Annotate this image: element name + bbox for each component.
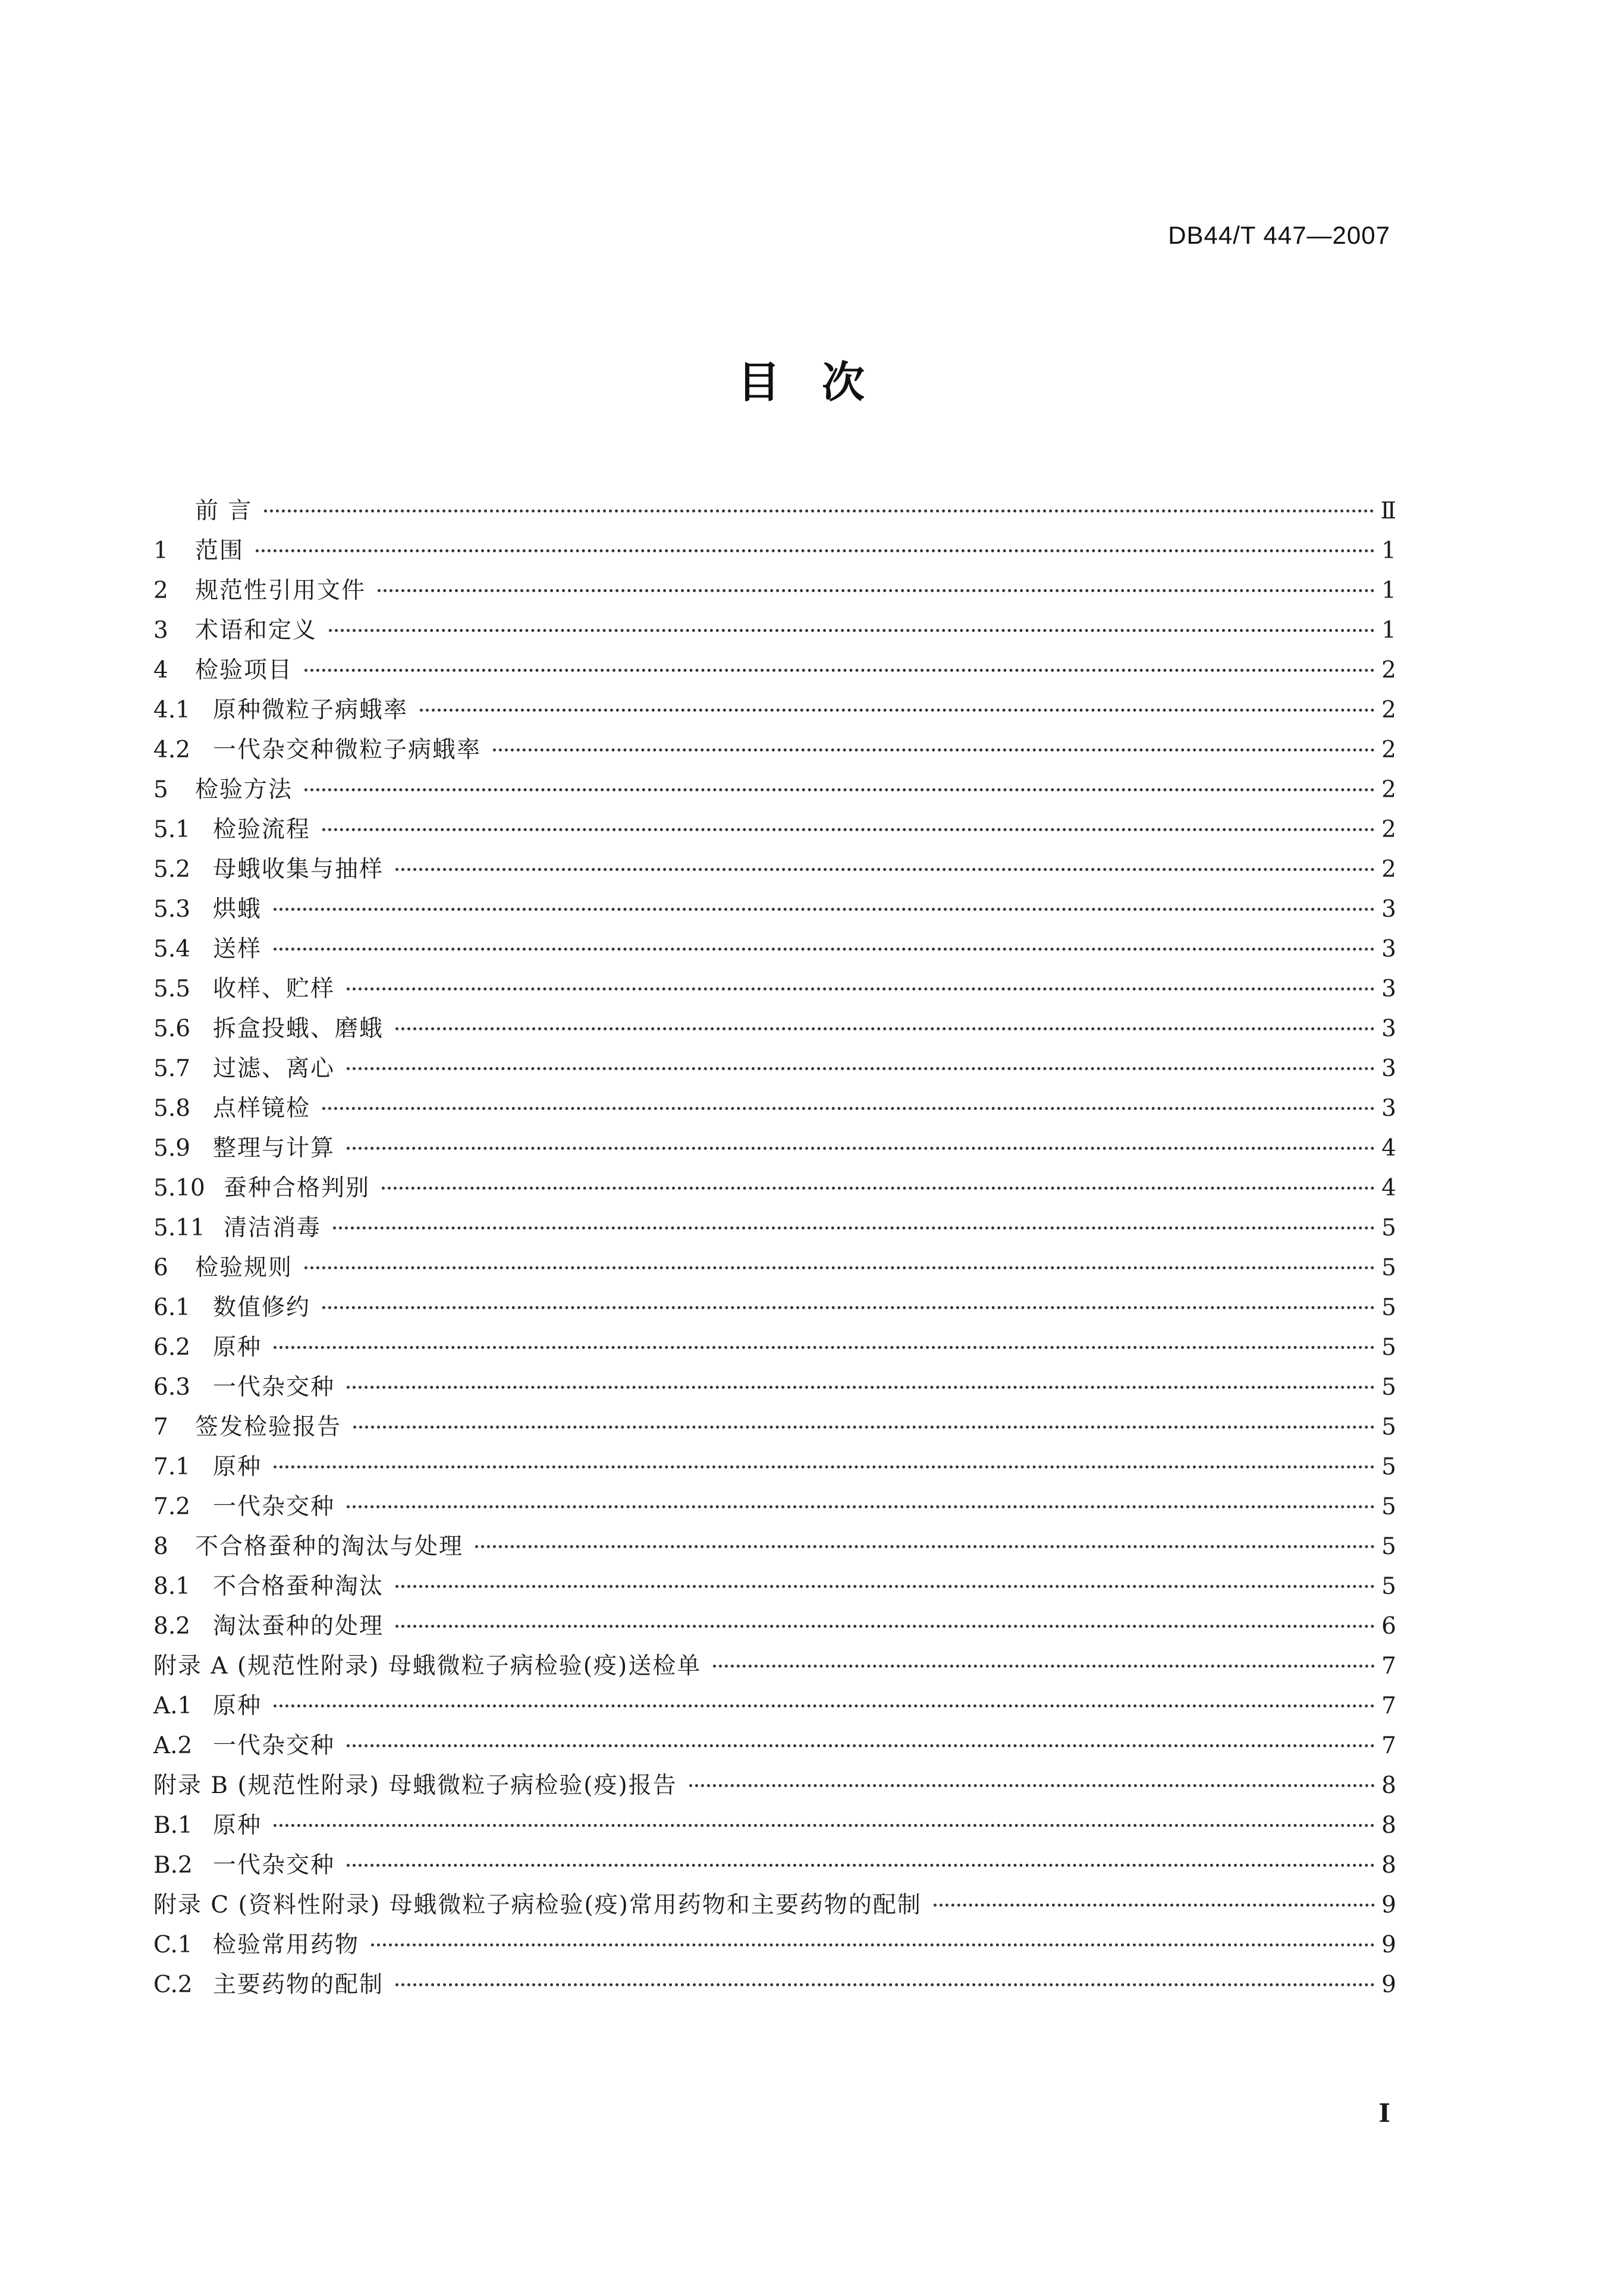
toc-entry-page: 8 [1381, 1812, 1396, 1839]
toc-entry[interactable] [153, 1407, 1396, 1447]
toc-entry[interactable] [153, 1089, 1396, 1128]
toc-entry-page: 8 [1381, 1852, 1396, 1879]
toc-dot-leader [274, 1704, 1375, 1707]
toc-entry-title: 附录 B (规范性附录) 母蛾微粒子病检验(疫)报告 [153, 1772, 677, 1799]
toc-entry-page: 4 [1381, 1135, 1396, 1162]
toc-dot-leader [378, 589, 1375, 592]
toc-entry-title: 检验项目 [195, 657, 293, 684]
toc-entry-title: 原种 [213, 1812, 262, 1839]
toc-entry-page: 9 [1381, 1932, 1396, 1958]
toc-entry-number: 6.3 [153, 1374, 191, 1401]
toc-entry-title: 附录 C (资料性附录) 母蛾微粒子病检验(疫)常用药物和主要药物的配制 [153, 1892, 922, 1918]
toc-entry[interactable] [153, 1168, 1396, 1208]
toc-entry-number: 4 [153, 657, 168, 684]
toc-entry-page: 2 [1381, 737, 1396, 763]
toc-entry-title: 数值修约 [213, 1294, 311, 1321]
toc-entry[interactable] [153, 1208, 1396, 1248]
toc-entry-number: 5.5 [153, 976, 191, 1002]
toc-entry-title: 收样、贮样 [213, 976, 335, 1002]
toc-dot-leader [689, 1784, 1375, 1787]
toc-entry-title: 附录 A (规范性附录) 母蛾微粒子病检验(疫)送检单 [153, 1653, 702, 1679]
toc-entry-page: 2 [1381, 657, 1396, 684]
toc-entry-number: 7.1 [153, 1454, 191, 1480]
toc-dot-leader [274, 948, 1375, 951]
toc-entry-number: B.1 [153, 1812, 193, 1839]
toc-entry-page: 4 [1381, 1175, 1396, 1202]
toc-entry[interactable] [153, 1925, 1396, 1965]
toc-dot-leader [493, 748, 1375, 751]
toc-entry-page: 7 [1381, 1732, 1396, 1759]
toc-dot-leader [304, 669, 1375, 672]
toc-entry-title: 一代杂交种 [213, 1374, 335, 1401]
toc-entry[interactable] [153, 889, 1396, 929]
toc-entry[interactable] [153, 650, 1396, 690]
toc-entry-number: 6 [153, 1254, 168, 1281]
toc-entry-page: 5 [1381, 1254, 1396, 1281]
toc-entry-number: 5.9 [153, 1135, 191, 1162]
toc-entry[interactable] [153, 611, 1396, 650]
toc-entry-title: 母蛾收集与抽样 [213, 856, 384, 883]
toc-entry-title: 原种微粒子病蛾率 [213, 697, 409, 724]
toc-entry[interactable] [153, 1527, 1396, 1567]
toc-entry[interactable] [153, 531, 1396, 571]
toc-entry-title: 点样镜检 [213, 1095, 311, 1122]
toc-entry-page: Ⅱ [1380, 498, 1396, 524]
toc-dot-leader [322, 828, 1375, 831]
toc-entry[interactable] [153, 1845, 1396, 1885]
toc-entry-number: A.1 [153, 1693, 193, 1719]
toc-dot-leader [395, 868, 1375, 871]
toc-entry-number: 6.1 [153, 1294, 191, 1321]
toc-entry-number: 8.2 [153, 1613, 191, 1640]
toc-entry-number: 5.1 [153, 816, 191, 843]
toc-entry-title: 前 言 [195, 498, 253, 524]
toc-entry-page: 3 [1381, 936, 1396, 963]
toc-entry-title: 原种 [213, 1454, 262, 1480]
toc-entry-page: 5 [1381, 1414, 1396, 1440]
toc-entry[interactable] [153, 1049, 1396, 1089]
toc-entry-title: 整理与计算 [213, 1135, 335, 1162]
toc-entry-page: 2 [1381, 856, 1396, 883]
toc-entry[interactable] [153, 690, 1396, 730]
toc-entry-page: 1 [1381, 577, 1396, 604]
toc-dot-leader [347, 1864, 1375, 1867]
toc-dot-leader [713, 1665, 1375, 1668]
toc-entry-title: 不合格蚕种淘汰 [213, 1573, 384, 1600]
toc-dot-leader [274, 1824, 1375, 1827]
toc-entry-page: 1 [1381, 537, 1396, 564]
toc-dot-leader [347, 1386, 1375, 1389]
toc-entry-number: 6.2 [153, 1334, 191, 1361]
toc-dot-leader [371, 1943, 1375, 1946]
toc-entry-title: 一代杂交种 [213, 1852, 335, 1879]
toc-entry[interactable] [153, 969, 1396, 1009]
toc-entry[interactable] [153, 1487, 1396, 1527]
toc-entry-number: 5.10 [153, 1175, 205, 1202]
toc-entry-title: 签发检验报告 [195, 1414, 342, 1440]
toc-dot-leader [274, 908, 1375, 911]
toc-entry[interactable] [153, 810, 1396, 850]
toc-entry-title: 过滤、离心 [213, 1055, 335, 1082]
toc-entry[interactable] [153, 1288, 1396, 1328]
toc-entry-title: 主要药物的配制 [213, 1971, 384, 1998]
toc-entry-number: 4.1 [153, 697, 191, 724]
toc-entry[interactable] [153, 929, 1396, 969]
toc-entry-number: 1 [153, 537, 168, 564]
toc-entry-number: 3 [153, 617, 168, 644]
toc-entry-page: 5 [1381, 1294, 1396, 1321]
toc-entry-title: 淘汰蚕种的处理 [213, 1613, 384, 1640]
toc-dot-leader [274, 1346, 1375, 1349]
toc-dot-leader [304, 788, 1375, 791]
toc-entry-page: 9 [1381, 1971, 1396, 1998]
toc-entry-page: 7 [1381, 1653, 1396, 1679]
toc-dot-leader [264, 509, 1374, 512]
toc-entry[interactable] [153, 1726, 1396, 1766]
toc-entry-number: A.2 [153, 1732, 193, 1759]
toc-dot-leader [934, 1904, 1375, 1907]
toc-entry-number: 8 [153, 1533, 168, 1560]
toc-entry-title: 不合格蚕种的淘汰与处理 [195, 1533, 464, 1560]
toc-entry[interactable] [153, 1766, 1396, 1806]
page-title: 目次 [737, 357, 906, 407]
toc-entry-number: 7.2 [153, 1493, 191, 1520]
toc-entry-number: 8.1 [153, 1573, 191, 1600]
toc-dot-leader [395, 1585, 1375, 1588]
toc-entry-title: 检验方法 [195, 776, 293, 803]
toc-dot-leader [329, 629, 1375, 632]
toc-entry-page: 6 [1381, 1613, 1396, 1640]
toc-entry-title: 检验流程 [213, 816, 311, 843]
toc-entry-number: 5.3 [153, 896, 191, 923]
toc-entry-page: 2 [1381, 816, 1396, 843]
toc-entry-number: 5.4 [153, 936, 191, 963]
toc-entry[interactable] [153, 1686, 1396, 1726]
table-of-contents [153, 491, 1396, 2005]
toc-entry-page: 5 [1381, 1215, 1396, 1241]
toc-entry[interactable] [153, 730, 1396, 770]
toc-dot-leader [333, 1226, 1375, 1229]
toc-entry[interactable] [153, 1367, 1396, 1407]
toc-dot-leader [347, 1744, 1375, 1747]
toc-entry[interactable] [153, 1965, 1396, 2005]
toc-dot-leader [256, 549, 1375, 552]
toc-entry-page: 9 [1381, 1892, 1396, 1918]
toc-entry[interactable] [153, 1128, 1396, 1168]
toc-dot-leader [347, 1147, 1375, 1150]
toc-entry[interactable] [153, 850, 1396, 889]
toc-dot-leader [395, 1983, 1375, 1986]
standard-code: DB44/T 447—2007 [1168, 221, 1390, 249]
toc-entry-title: 原种 [213, 1693, 262, 1719]
toc-entry-title: 术语和定义 [195, 617, 318, 644]
toc-entry-number: 5 [153, 776, 168, 803]
toc-dot-leader [395, 1625, 1375, 1628]
toc-entry-page: 5 [1381, 1374, 1396, 1401]
toc-entry-page: 3 [1381, 896, 1396, 923]
toc-entry[interactable] [153, 1567, 1396, 1606]
toc-entry-number: C.1 [153, 1932, 193, 1958]
toc-entry-number: 2 [153, 577, 168, 604]
toc-entry-number: B.2 [153, 1852, 193, 1879]
toc-entry-number: 5.11 [153, 1215, 205, 1241]
toc-entry-page: 7 [1381, 1693, 1396, 1719]
toc-entry-number: 7 [153, 1414, 168, 1440]
toc-entry-number: 5.2 [153, 856, 191, 883]
toc-entry-number: C.2 [153, 1971, 193, 1998]
toc-entry-page: 3 [1381, 976, 1396, 1002]
toc-entry-title: 检验常用药物 [213, 1932, 360, 1958]
toc-entry[interactable] [153, 1646, 1396, 1686]
toc-dot-leader [353, 1426, 1375, 1429]
toc-entry[interactable] [153, 491, 1396, 531]
toc-entry[interactable] [153, 1009, 1396, 1049]
toc-entry-number: 4.2 [153, 737, 191, 763]
toc-entry-title: 规范性引用文件 [195, 577, 366, 604]
toc-entry[interactable] [153, 1248, 1396, 1288]
toc-entry-page: 8 [1381, 1772, 1396, 1799]
toc-dot-leader [347, 987, 1375, 990]
toc-entry[interactable] [153, 1328, 1396, 1367]
toc-entry[interactable] [153, 571, 1396, 611]
toc-entry[interactable] [153, 1806, 1396, 1845]
toc-entry-title: 拆盒投蛾、磨蛾 [213, 1015, 384, 1042]
toc-entry-page: 3 [1381, 1055, 1396, 1082]
toc-entry-title: 检验规则 [195, 1254, 293, 1281]
toc-entry-title: 一代杂交种微粒子病蛾率 [213, 737, 482, 763]
toc-entry-number: 5.6 [153, 1015, 191, 1042]
toc-entry-number: 5.7 [153, 1055, 191, 1082]
toc-dot-leader [420, 709, 1375, 712]
toc-entry-page: 1 [1381, 617, 1396, 644]
toc-entry-title: 蚕种合格判别 [224, 1175, 370, 1202]
toc-entry-title: 一代杂交种 [213, 1732, 335, 1759]
toc-entry-page: 5 [1381, 1533, 1396, 1560]
toc-dot-leader [322, 1107, 1375, 1110]
toc-entry-page: 5 [1381, 1454, 1396, 1480]
toc-entry-page: 5 [1381, 1573, 1396, 1600]
toc-entry-title: 一代杂交种 [213, 1493, 335, 1520]
toc-entry-title: 原种 [213, 1334, 262, 1361]
toc-dot-leader [395, 1027, 1375, 1030]
toc-entry-title: 范围 [195, 537, 244, 564]
toc-entry[interactable] [153, 1447, 1396, 1487]
toc-entry[interactable] [153, 1606, 1396, 1646]
toc-dot-leader [382, 1187, 1375, 1190]
toc-entry-page: 3 [1381, 1015, 1396, 1042]
toc-entry[interactable] [153, 770, 1396, 810]
page-number: I [1378, 2099, 1390, 2128]
toc-dot-leader [274, 1465, 1375, 1468]
toc-dot-leader [347, 1067, 1375, 1070]
toc-dot-leader [322, 1306, 1375, 1309]
toc-entry-page: 2 [1381, 697, 1396, 724]
toc-dot-leader [304, 1266, 1375, 1269]
toc-entry-page: 3 [1381, 1095, 1396, 1122]
toc-entry-title: 烘蛾 [213, 896, 262, 923]
toc-entry-title: 送样 [213, 936, 262, 963]
toc-entry-page: 5 [1381, 1334, 1396, 1361]
toc-dot-leader [347, 1505, 1375, 1508]
toc-entry[interactable] [153, 1885, 1396, 1925]
toc-dot-leader [475, 1545, 1375, 1548]
toc-entry-title: 清洁消毒 [224, 1215, 322, 1241]
toc-entry-number: 5.8 [153, 1095, 191, 1122]
toc-entry-page: 2 [1381, 776, 1396, 803]
toc-entry-page: 5 [1381, 1493, 1396, 1520]
